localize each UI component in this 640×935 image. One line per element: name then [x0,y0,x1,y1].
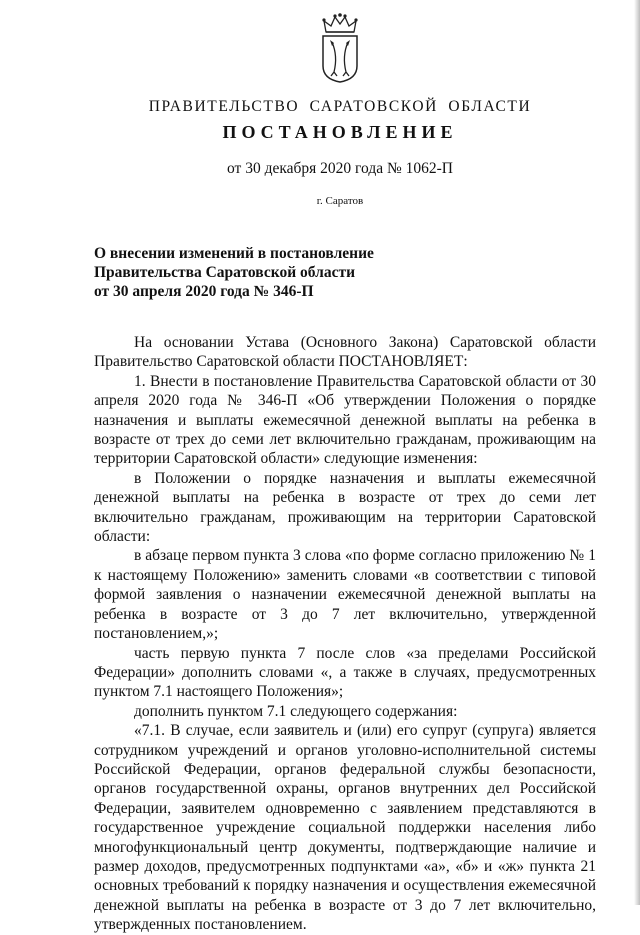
government-name: ПРАВИТЕЛЬСТВО САРАТОВСКОЙ ОБЛАСТИ [148,98,532,115]
body-paragraph: дополнить пунктом 7.1 следующего содержания: [134,702,458,720]
document-title [94,244,414,301]
body-paragraph: На основании Устава (Основного Закона) Саратовской области Правительство Саратовской области ПОСТАНОВЛЯЕТ: [94,334,596,371]
title-line: от 30 апреля 2020 года № 346-П [94,283,314,300]
saratov-coat-of-arms-icon [318,12,362,84]
page-edge-shadow [634,0,640,905]
document-city: г. Саратов [316,195,364,207]
document-type: ПОСТАНОВЛЕНИЕ [222,122,458,142]
body-paragraph: 1. Внести в постановление Правительства Саратовской области от 30 апреля 2020 года № 346-П «Об утверждении Положения о порядке назначения и выплаты ежемесячной денежной выплаты на ребенка в возрасте от трех до семи лет включительно гражданам, проживающим на территории Саратовской области» следующие изменения: [94,372,596,468]
body-paragraph: «7.1. В случае, если заявитель и (или) его супруг (супруга) является сотрудником учреждений и органов уголовно-исполнительной системы Российской Федерации, органов федеральной службы безопасности, органов государственной охраны, органов внутренних дел Российской Федерации, заявителем одновременно с заявлением представляются в государственное учреждение социальной поддержки населения либо многофункциональный центр документы, подтверждающие наличие и размер доходов, предусмотренных подпунктами «а», «б» и «ж» пункта 21 основных требований к порядку назначения и осуществления ежемесячной денежной выплаты на ребенка в возрасте от 3 до 7 лет включительно, утвержденных постановлением. [94,722,596,934]
title-line: Правительства Саратовской области [94,264,355,281]
body-paragraph: в Положении о порядке назначения и выплаты ежемесячной денежной выплаты на ребенка в возрасте от трех до семи лет включительно гражданам, проживающим на территории Саратовской области: [94,469,596,546]
body-paragraph: часть первую пункта 7 после слов «за пределами Российской Федерации» дополнить словами «, а также в случаях, предусмотренных пунктом 7.1 настоящего Положения»; [94,644,596,701]
document-body [94,333,596,935]
document-date-number: от 30 декабря 2020 года № 1062-П [227,160,453,177]
body-paragraph: в абзаце первом пункта 3 слова «по форме согласно приложению № 1 к настоящему Положению» заменить словами «в соответствии с типовой формой заявления о назначении ежемесячной денежной выплаты на ребенка в возрасте от 3 до 7 лет включительно, утвержденной постановлением,»; [94,547,596,643]
title-line: О внесении изменений в постановление [94,245,374,262]
